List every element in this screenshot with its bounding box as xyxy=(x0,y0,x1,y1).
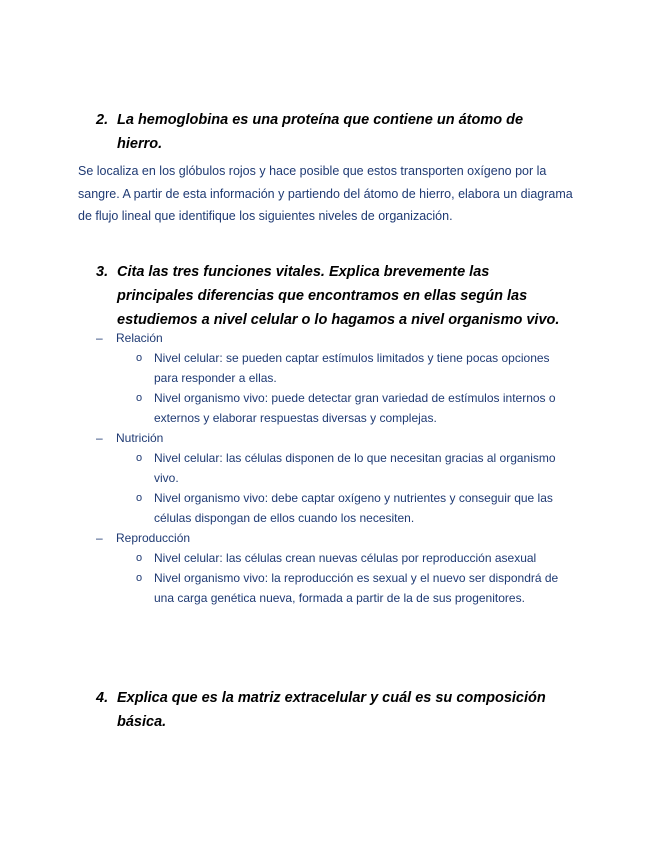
bullet-marker: o xyxy=(136,392,143,404)
function-relacion xyxy=(96,328,586,348)
list-item xyxy=(96,548,574,568)
list-item-text: Nivel organismo vivo: debe captar oxígeno y nutrientes y conseguir que las células dispongan de ellos cuando los necesiten. xyxy=(154,491,553,525)
function-reproduccion xyxy=(96,528,586,548)
vital-functions-list xyxy=(96,328,586,608)
list-item-text: Nivel organismo vivo: la reproducción es sexual y el nuevo ser dispondrá de una carga genética nueva, formada a partir de la de sus progenitores. xyxy=(154,571,559,605)
bullet-marker: o xyxy=(136,452,143,464)
list-item-text: Nivel celular: se pueden captar estímulos limitados y tiene pocas opciones para responder a ellas. xyxy=(154,351,550,385)
question-2-answer: Se localiza en los glóbulos rojos y hace posible que estos transporten oxígeno por la sangre. A partir de esta información y partiendo del átomo de hierro, elabora un diagrama de flujo lineal que identifique los siguientes niveles de organización. xyxy=(78,164,573,223)
list-item-text: Nivel organismo vivo: puede detectar gran variedad de estímulos internos o externos y elaborar respuestas diversas y complejas. xyxy=(154,391,556,425)
list-item xyxy=(96,568,574,608)
list-item xyxy=(96,448,574,488)
list-item xyxy=(96,488,574,528)
function-nutricion xyxy=(96,428,586,448)
dash-marker: – xyxy=(96,531,103,545)
function-name: Relación xyxy=(116,331,163,345)
list-item xyxy=(96,388,574,428)
question-4-number: 4. xyxy=(96,690,109,706)
dash-marker: – xyxy=(96,331,103,345)
function-name: Nutrición xyxy=(116,431,164,445)
bullet-marker: o xyxy=(136,492,143,504)
question-3-text: Cita las tres funciones vitales. Explica brevemente las principales diferencias que encontramos en ellas según las estudiemos a nivel celular o lo hagamos a nivel organismo vivo. xyxy=(117,264,560,328)
question-2 xyxy=(96,108,566,156)
bullet-marker: o xyxy=(136,552,143,564)
list-item-text: Nivel celular: las células disponen de lo que necesitan gracias al organismo vivo. xyxy=(154,451,556,485)
bullet-marker: o xyxy=(136,352,143,364)
list-item xyxy=(96,348,574,388)
question-3-number: 3. xyxy=(96,264,109,280)
question-4 xyxy=(96,686,566,734)
question-4-text: Explica que es la matriz extracelular y cuál es su composición básica. xyxy=(117,690,546,730)
bullet-marker: o xyxy=(136,572,143,584)
list-item-text: Nivel celular: las células crean nuevas células por reproducción asexual xyxy=(154,551,537,565)
question-2-number: 2. xyxy=(96,112,109,128)
dash-marker: – xyxy=(96,431,103,445)
question-3 xyxy=(96,260,566,332)
question-2-text: La hemoglobina es una proteína que contiene un átomo de hierro. xyxy=(117,112,524,152)
function-name: Reproducción xyxy=(116,531,191,545)
